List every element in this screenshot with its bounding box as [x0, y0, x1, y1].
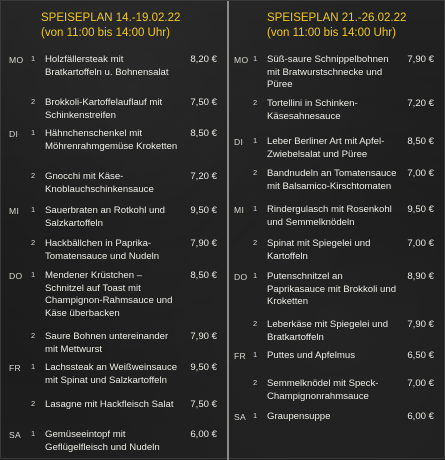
dish-description-line: Geflügelfleisch und Nudeln: [45, 441, 160, 453]
dish-description: [267, 378, 403, 403]
dish-description-line: Käse überbacken: [45, 307, 120, 319]
dish-price: 7,20 €: [190, 171, 217, 182]
dish-number: 1: [253, 350, 258, 359]
dish-description: [267, 238, 403, 263]
menu-item: [1, 97, 227, 122]
dish-description-line: Gnocchi mit Käse-: [45, 171, 124, 182]
dish-description-line: Gemüseeintopf mit: [45, 429, 126, 440]
dish-price: 8,50 €: [190, 270, 217, 281]
day-label: DO: [234, 272, 248, 282]
dish-description-line: Champignonrahmsauce: [267, 390, 369, 402]
day-label: DI: [9, 129, 19, 139]
dish-number: 2: [253, 378, 258, 387]
dish-number: 2: [253, 98, 258, 107]
dish-description-line: Leber Berliner Art mit Apfel-: [267, 136, 385, 147]
menu-item: [229, 238, 445, 263]
dish-number: 2: [31, 399, 36, 408]
dish-description: [267, 271, 403, 309]
dish-number: 2: [31, 97, 36, 106]
dish-number: 2: [253, 238, 258, 247]
dish-number: 2: [31, 171, 36, 180]
dish-price: 7,50 €: [190, 399, 217, 410]
dish-description-line: Puttes und Apfelmus: [267, 350, 355, 361]
dish-description-line: Salzkartoffeln: [45, 217, 103, 229]
dish-description-line: Kartoffeln: [267, 250, 308, 262]
day-label: DI: [234, 137, 244, 147]
dish-description-line: Bandnudeln an Tomatensauce: [267, 168, 397, 179]
dish-description-line: Tortellini in Schinken-: [267, 98, 358, 109]
dish-number: 2: [31, 331, 36, 340]
dish-price: 6,00 €: [407, 411, 434, 422]
dish-number: 1: [31, 429, 36, 438]
dish-price: 9,50 €: [190, 362, 217, 373]
dish-number: 1: [31, 205, 36, 214]
dish-description-line: Tomatensauce und Nudeln: [45, 250, 160, 262]
dish-description-line: Hähnchenschenkel mit: [45, 128, 143, 139]
dish-price: 7,00 €: [407, 168, 434, 179]
dish-description-line: Sauerbraten an Rotkohl und: [45, 205, 166, 216]
dish-description-line: Schnitzel auf Toast mit: [45, 282, 141, 294]
dish-description: [45, 54, 187, 79]
dish-number: 2: [31, 238, 36, 247]
dish-number: 1: [253, 411, 258, 420]
week-title: SPEISEPLAN 21.-26.02.22: [267, 12, 407, 24]
dish-price: 8,50 €: [190, 128, 217, 139]
dish-description: [45, 171, 187, 196]
dish-number: 1: [31, 362, 36, 371]
dish-description: [267, 319, 403, 344]
dish-description: [45, 399, 187, 412]
menu-item: [229, 136, 445, 161]
dish-number: 1: [31, 54, 36, 63]
dish-description-line: Spinat mit Spiegelei und: [267, 238, 371, 249]
dish-description-line: Saure Bohnen untereinander: [45, 331, 169, 342]
week-title: SPEISEPLAN 14.-19.02.22: [41, 12, 181, 24]
dish-price: 9,50 €: [407, 204, 434, 215]
dish-price: 7,00 €: [407, 378, 434, 389]
dish-number: 1: [253, 54, 258, 63]
dish-description: [45, 429, 187, 454]
dish-description: [267, 136, 403, 161]
dish-description: [45, 128, 187, 153]
dish-description-line: Champignon-Rahmsauce und: [45, 295, 173, 306]
dish-description-line: und Semmelknödeln: [267, 216, 355, 228]
dish-description-line: Mendener Krüstchen –: [45, 270, 143, 281]
dish-description-line: Schinkenstreifen: [45, 109, 116, 121]
dish-price: 7,20 €: [407, 98, 434, 109]
dish-description-line: Putenschnitzel an: [267, 271, 343, 282]
day-label: FR: [234, 351, 247, 361]
menu-item: [229, 98, 445, 123]
dish-price: 8,50 €: [407, 136, 434, 147]
menu-item: [229, 54, 445, 92]
dish-description-line: Süß-saure Schnippelbohnen: [267, 54, 389, 65]
dish-number: 2: [253, 319, 258, 328]
dish-price: 9,50 €: [190, 205, 217, 216]
dish-price: 6,50 €: [407, 350, 434, 361]
dish-description-line: Graupensuppe: [267, 411, 331, 422]
dish-description: [45, 238, 187, 263]
menu-item: [1, 128, 227, 153]
dish-price: 6,00 €: [190, 429, 217, 440]
dish-description: [267, 168, 403, 193]
dish-description: [267, 54, 403, 92]
day-label: FR: [9, 363, 22, 373]
menu-item: [1, 429, 227, 454]
dish-price: 7,50 €: [190, 97, 217, 108]
dish-description: [45, 362, 187, 387]
dish-description-line: Lachssteak an Weißweinsauce: [45, 362, 178, 373]
dish-number: 1: [253, 271, 258, 280]
dish-description-line: Semmelknödel mit Speck-: [267, 378, 379, 389]
dish-price: 8,20 €: [190, 54, 217, 65]
menu-item: [1, 399, 227, 412]
week-hours: (von 11:00 bis 14:00 Uhr): [41, 27, 170, 39]
dish-description-line: Kroketten: [267, 296, 309, 307]
dish-description-line: Käsesahnesauce: [267, 110, 341, 122]
dish-price: 7,90 €: [407, 54, 434, 65]
dish-description: [45, 97, 187, 122]
dish-description: [45, 205, 187, 230]
week-header: [41, 11, 180, 41]
dish-description-line: Lasagne mit Hackfleisch Salat: [45, 399, 174, 410]
dish-description-line: mit Spinat und Salzkartoffeln: [45, 374, 167, 386]
dish-description-line: mit Balsamico-Kirschtomaten: [267, 180, 392, 192]
dish-description-line: Bratkartoffeln: [267, 331, 324, 343]
menu-item: [229, 204, 445, 229]
dish-description: [267, 98, 403, 123]
day-label: SA: [234, 412, 247, 422]
menu-item: [1, 238, 227, 263]
dish-description-line: Leberkäse mit Spiegelei und: [267, 319, 389, 330]
dish-price: 7,90 €: [190, 238, 217, 249]
menu-item: [1, 270, 227, 320]
menu-item: [1, 331, 227, 356]
dish-number: 1: [31, 270, 36, 279]
menu-item: [1, 362, 227, 387]
day-label: MI: [9, 206, 20, 216]
dish-description-line: mit Mettwurst: [45, 343, 103, 355]
menu-item: [1, 171, 227, 196]
dish-description-line: Zwiebelsalat und Püree: [267, 148, 368, 160]
menu-item: [229, 168, 445, 193]
menu-item: [1, 54, 227, 79]
dish-description: [267, 411, 403, 424]
dish-description-line: Knoblauchschinkensauce: [45, 183, 154, 195]
dish-price: 7,90 €: [407, 319, 434, 330]
day-label: SA: [9, 430, 22, 440]
dish-description-line: Püree: [267, 79, 293, 90]
day-label: MO: [9, 55, 24, 65]
dish-description: [267, 204, 403, 229]
dish-price: 7,90 €: [190, 331, 217, 342]
dish-description: [267, 350, 403, 363]
menu-item: [229, 350, 445, 363]
dish-description-line: Brokkoli-Kartoffelauflauf mit: [45, 97, 163, 108]
week-header: [267, 11, 406, 41]
dish-number: 1: [253, 204, 258, 213]
dish-description: [45, 331, 187, 356]
dish-price: 7,00 €: [407, 238, 434, 249]
menu-item: [229, 411, 445, 424]
dish-description-line: mit Bratwurstschnecke und: [267, 66, 383, 78]
day-label: MI: [234, 205, 245, 215]
dish-number: 2: [253, 168, 258, 177]
week-hours: (von 11:00 bis 14:00 Uhr): [267, 27, 396, 39]
dish-price: 8,90 €: [407, 271, 434, 282]
dish-number: 1: [253, 136, 258, 145]
menu-item: [1, 205, 227, 230]
menu-item: [229, 378, 445, 403]
day-label: MO: [234, 55, 249, 65]
menu-item: [229, 319, 445, 344]
dish-number: 1: [31, 128, 36, 137]
dish-description-line: Hackbällchen in Paprika-: [45, 238, 152, 249]
dish-description-line: Holzfällersteak mit: [45, 54, 124, 65]
dish-description-line: Rindergulasch mit Rosenkohl: [267, 204, 392, 215]
menu-item: [229, 271, 445, 309]
dish-description-line: Bratkartoffeln u. Bohnensalat: [45, 66, 169, 78]
dish-description: [45, 270, 187, 320]
day-label: DO: [9, 271, 23, 281]
dish-description-line: Paprikasauce mit Brokkoli und: [267, 283, 397, 295]
dish-description-line: Möhrenrahmgemüse Kroketten: [45, 140, 178, 152]
